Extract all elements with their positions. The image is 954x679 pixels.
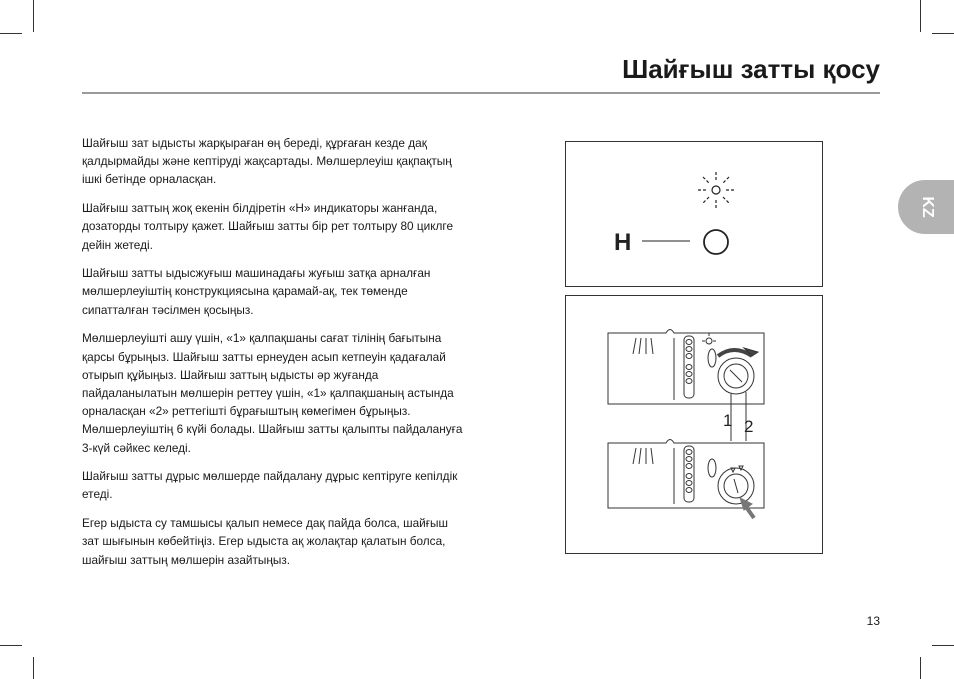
paragraph: Шайғыш затты дұрыс мөлшерде пайдалану дұрыс кептіруге кепілдік етеді. bbox=[82, 469, 458, 502]
page-title: Шайғыш затты қосу bbox=[622, 54, 880, 84]
body-text bbox=[82, 134, 467, 579]
light-burst-icon bbox=[698, 172, 734, 208]
paragraph: Шайғыш зат ыдысты жарқыраған өң береді, құрғаған кезде дақ қалдырмайды және кептіруді жақсартады. Мөлшерлеуіш қақпақтың ішкі бетінде орналасқан. bbox=[82, 136, 452, 187]
crop-mark bbox=[932, 645, 954, 646]
callout-label-2: 2 bbox=[744, 417, 754, 436]
language-tab-label: KZ bbox=[919, 196, 936, 218]
title-divider bbox=[82, 92, 880, 94]
indicator-diagram bbox=[566, 142, 822, 286]
crop-mark bbox=[33, 0, 34, 32]
paragraph: Мөлшерлеуішті ашу үшін, «1» қалпақшаны сағат тілінің бағытына қарсы бұрыңыз. Шайғыш затты ернеуден асып кетпеуін қадағалай отырып құйыңыз. Шайғыш заттың ыдысты әр жуғанда пайдаланылатын мөлшерін реттеу үшін, «1» қалпақшаның астында орналасқан «2» реттегішті бұрағыштың көмегімен бұрыңыз. Мөлшерлеуіштің 6 күйі болады. Шайғыш затты қалыпты пайдалануға 3-күй сәйкес келеді. bbox=[82, 331, 463, 455]
indicator-figure bbox=[565, 141, 823, 287]
indicator-lamp-icon bbox=[704, 230, 728, 254]
dispenser-panel-bottom bbox=[608, 440, 764, 509]
language-tab bbox=[898, 180, 954, 234]
dispenser-diagram bbox=[566, 296, 822, 553]
paragraph: Шайғыш заттың жоқ екенін білдіретін «H» индикаторы жанғанда, дозаторды толтыру қажет. Шайғыш затты бір рет толтыру 80 циклге дейін жетеді. bbox=[82, 201, 454, 252]
crop-mark bbox=[33, 657, 34, 679]
crop-mark bbox=[920, 657, 921, 679]
crop-mark bbox=[932, 33, 954, 34]
dispenser-panel-top bbox=[608, 330, 764, 405]
paragraph: Шайғыш затты ыдысжуғыш машинадағы жуғыш затқа арналған мөлшерлеуіштің конструкциясына қарамай-ақ, тек төменде сипатталған тәсілмен қосыңыз. bbox=[82, 266, 431, 317]
indicator-label: H bbox=[614, 229, 632, 256]
crop-mark bbox=[0, 33, 22, 34]
crop-mark bbox=[920, 0, 921, 32]
dispenser-figure bbox=[565, 295, 823, 554]
crop-mark bbox=[0, 645, 22, 646]
paragraph: Егер ыдыста су тамшысы қалып немесе дақ пайда болса, шайғыш зат шығынын көбейтіңіз. Егер ыдыста ақ жолақтар қалатын болса, шайғыш заттың мөлшерін азайтыңыз. bbox=[82, 516, 448, 567]
callout-label-1: 1 bbox=[723, 411, 733, 430]
page-number: 13 bbox=[866, 614, 880, 628]
